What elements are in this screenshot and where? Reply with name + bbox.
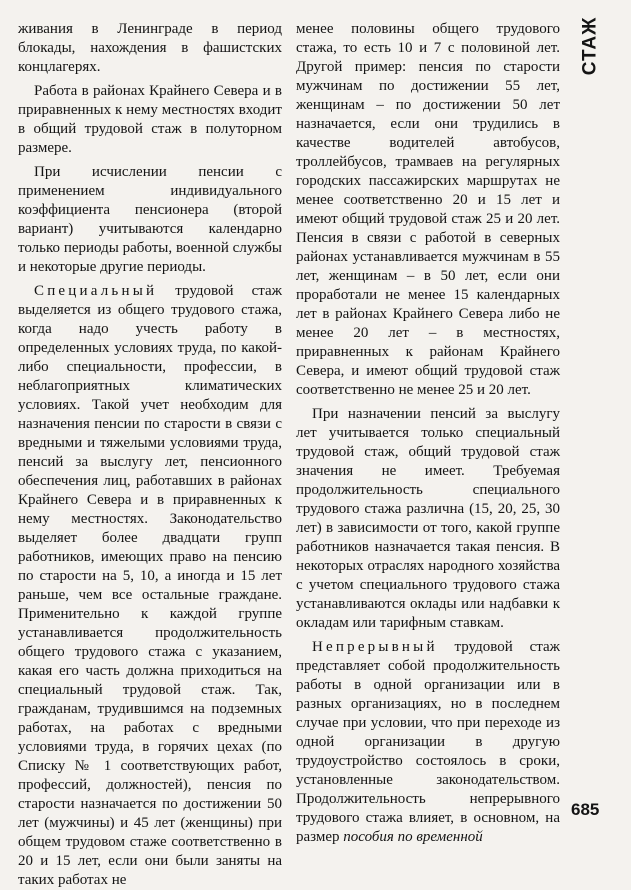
paragraph: При назначении пенсий за выслугу лет учитывается только специальный трудовой стаж, общий трудовой стаж значения не имеет. Требуемая продолжительность специального трудового стажа различна (15, 20, 25, 30 лет) в зависимости от того, какой группе работников назначается такая пенсия. В некоторых отраслях народного хозяйства с учетом специального трудового стажа устанавливаются оклады или надбавки к окладам или тарифным ставкам. xyxy=(296,406,560,631)
text-column-right xyxy=(296,20,560,847)
running-head xyxy=(575,14,605,78)
italic-term: пособия по временной xyxy=(343,829,483,845)
paragraph-text: трудовой стаж представляет собой продолжительность работы в одной организации или в разных организациях, но в последнем случае при условии, что при переходе из одной организации в другую трудоустройство состоялось в сроки, установленные законодательством. Продолжительность непрерывного трудового стажа влияет, в основном, на размер xyxy=(296,639,560,845)
page-number: 685 xyxy=(571,800,600,819)
paragraph-special-labor-record xyxy=(18,282,282,890)
term-special: Специальный xyxy=(34,283,158,299)
term-continuous: Непрерывный xyxy=(312,639,438,655)
running-head-label: СТАЖ xyxy=(579,16,600,76)
paragraph: Работа в районах Крайнего Севера и в приравненных к нему местностях входит в общий трудовой стаж в полуторном размере. xyxy=(18,83,282,156)
paragraph-continuous-labor-record xyxy=(296,638,560,847)
paragraph: менее половины общего трудового стажа, то есть 10 и 7 с половиной лет. Другой пример: пенсия по старости мужчинам по достижении 55 лет, женщинам – по достижении 50 лет назначается, если они трудились в качестве водителей автобусов, троллейбусов, трамваев на регулярных городских пассажирских маршрутах не менее соответственно 20 и 15 лет и имеют общий трудовой стаж 25 и 20 лет. Пенсия в связи с работой в северных районах устанавливается мужчинам в 55 лет, женщинам – в 50 лет, если они проработали не менее 15 календарных лет в районах Крайнего Севера либо не менее 20 лет – в местностях, приравненных к районам Крайнего Севера, и имеют общий трудовой стаж соответственно не менее 25 и 20 лет. xyxy=(296,21,560,398)
paragraph: живания в Ленинграде в период блокады, нахождения в фашистских концлагерях. xyxy=(18,21,282,75)
text-column-left xyxy=(18,20,282,890)
paragraph: При исчислении пенсии с применением индивидуального коэффициента пенсионера (второй вариант) учитываются календарно только периоды работы, военной службы и некоторые другие периоды. xyxy=(18,164,282,275)
paragraph-text: трудовой стаж выделяется из общего трудового стажа, когда надо учесть работу в определенных условиях труда, по какой-либо специальности, профессии, в неблагоприятных климатических условиях. Такой учет необходим для назначения пенсии по старости в связи с вредными и тяжелыми условиями труда, пенсий за выслугу лет, пенсионного обеспечения лиц, работавших в районах Крайнего Севера и в приравненных к нему местностях. Законодательство выделяет более двадцати групп работников, имеющих право на пенсию по старости на 5, 10, а иногда и 15 лет раньше, чем все остальные граждане. Применительно к каждой группе устанавливается продолжительность общего трудового стажа с указанием, какая его часть должна приходиться на специальный трудовой стаж. Так, гражданам, трудившимся на подземных работах, на работах с вредными условиями труда, в горячих цехах (по Списку № 1 соответствующих работ, профессий, должностей), пенсия по старости назначается по достижении 50 лет (мужчины) и 45 лет (женщины) при общем трудовом стаже соответственно в 20 и 15 лет, если они были заняты на таких работах не xyxy=(18,283,282,888)
